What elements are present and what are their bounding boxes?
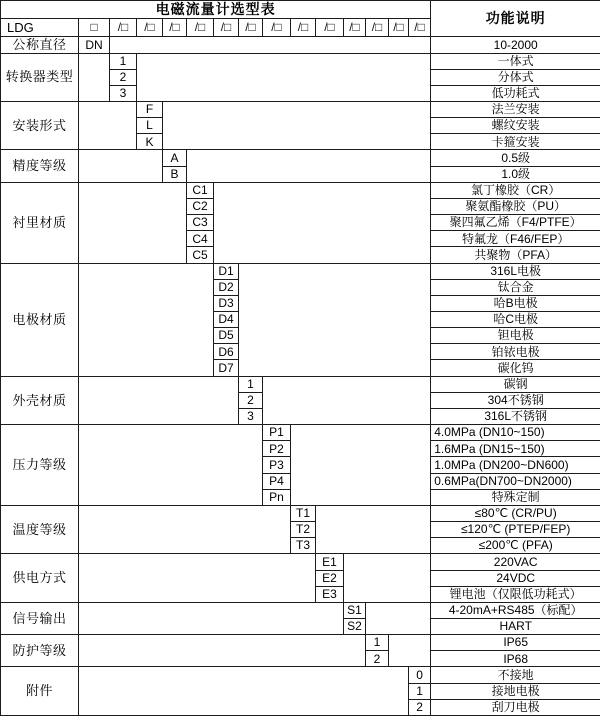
model-slot: /□ bbox=[316, 19, 344, 37]
section-label: 精度等级 bbox=[1, 150, 79, 182]
model-slot: /□ bbox=[187, 19, 214, 37]
code-cell: 1 bbox=[409, 683, 431, 699]
code-cell: D5 bbox=[214, 328, 239, 344]
desc-cell: 0.5级 bbox=[431, 150, 600, 166]
desc-cell: ≤120℃ (PTEP/FEP) bbox=[431, 522, 600, 538]
section-blank-left bbox=[79, 425, 263, 506]
code-cell: D2 bbox=[214, 279, 239, 295]
section-label: 电极材质 bbox=[1, 263, 79, 376]
section-label: 温度等级 bbox=[1, 505, 79, 553]
desc-cell: 分体式 bbox=[431, 69, 600, 85]
code-cell: D4 bbox=[214, 312, 239, 328]
section-blank-right bbox=[214, 182, 431, 263]
section-blank-left bbox=[79, 182, 187, 263]
code-cell: 1 bbox=[110, 53, 137, 69]
section-label: 信号输出 bbox=[1, 602, 79, 634]
section-label: 转换器类型 bbox=[1, 53, 79, 101]
desc-cell: 铂铱电极 bbox=[431, 344, 600, 360]
code-cell: Pn bbox=[263, 489, 291, 505]
section-label: 外壳材质 bbox=[1, 376, 79, 424]
desc-cell: 螺纹安装 bbox=[431, 118, 600, 134]
model-slot: /□ bbox=[110, 19, 137, 37]
code-cell: 1 bbox=[239, 376, 263, 392]
code-cell: S1 bbox=[344, 602, 366, 618]
code-cell: 2 bbox=[110, 69, 137, 85]
desc-cell: 聚四氟乙烯（F4/PTFE） bbox=[431, 215, 600, 231]
code-cell: E1 bbox=[316, 554, 344, 570]
section-label: 压力等级 bbox=[1, 425, 79, 506]
desc-cell: 316L不锈钢 bbox=[431, 408, 600, 424]
desc-cell: 氯丁橡胶（CR） bbox=[431, 182, 600, 198]
desc-cell: 220VAC bbox=[431, 554, 600, 570]
desc-cell: 钽电极 bbox=[431, 328, 600, 344]
desc-cell: 1.6MPa (DN15~150) bbox=[431, 441, 600, 457]
desc-cell: 锂电池（仅限低功耗式） bbox=[431, 586, 600, 602]
desc-cell: 钛合金 bbox=[431, 279, 600, 295]
model-slot: /□ bbox=[344, 19, 366, 37]
model-slot: /□ bbox=[291, 19, 316, 37]
code-cell: E3 bbox=[316, 586, 344, 602]
code-cell: T2 bbox=[291, 522, 316, 538]
code-cell: 0 bbox=[409, 667, 431, 683]
code-cell: T3 bbox=[291, 538, 316, 554]
code-cell: C1 bbox=[187, 182, 214, 198]
code-cell: T1 bbox=[291, 505, 316, 521]
code-cell: 2 bbox=[409, 699, 431, 715]
code-cell: C4 bbox=[187, 231, 214, 247]
section-blank-left bbox=[79, 505, 291, 553]
code-cell: P3 bbox=[263, 457, 291, 473]
code-cell: D1 bbox=[214, 263, 239, 279]
desc-cell: 304不锈钢 bbox=[431, 392, 600, 408]
desc-cell: 一体式 bbox=[431, 53, 600, 69]
desc-cell: 不接地 bbox=[431, 667, 600, 683]
page-title: 电磁流量计选型表 bbox=[1, 1, 431, 19]
desc-cell: 碳化钨 bbox=[431, 360, 600, 376]
desc-cell: 共聚物（PFA） bbox=[431, 247, 600, 263]
code-cell: E2 bbox=[316, 570, 344, 586]
desc-cell: 4.0MPa (DN10~150) bbox=[431, 425, 600, 441]
code-cell: 2 bbox=[366, 651, 389, 667]
code-cell: A bbox=[163, 150, 187, 166]
section-blank-right bbox=[110, 37, 431, 53]
section-blank-right bbox=[291, 425, 431, 506]
model-first-box: □ bbox=[79, 19, 110, 37]
desc-cell: ≤200℃ (PFA) bbox=[431, 538, 600, 554]
function-column-header: 功能说明 bbox=[431, 1, 600, 37]
desc-cell: HART bbox=[431, 618, 600, 634]
desc-cell: 0.6MPa(DN700~DN2000) bbox=[431, 473, 600, 489]
desc-cell: 特殊定制 bbox=[431, 489, 600, 505]
model-slot: /□ bbox=[366, 19, 389, 37]
desc-cell: 1.0MPa (DN200~DN600) bbox=[431, 457, 600, 473]
desc-cell: 316L电极 bbox=[431, 263, 600, 279]
model-slot: /□ bbox=[137, 19, 163, 37]
section-blank-right bbox=[316, 505, 431, 553]
desc-cell: 刮刀电极 bbox=[431, 699, 600, 715]
model-slot: /□ bbox=[389, 19, 409, 37]
code-cell: P2 bbox=[263, 441, 291, 457]
desc-cell: 哈C电极 bbox=[431, 312, 600, 328]
code-cell: C2 bbox=[187, 198, 214, 214]
code-cell: D6 bbox=[214, 344, 239, 360]
section-blank-right bbox=[239, 263, 431, 376]
desc-cell: 法兰安装 bbox=[431, 101, 600, 117]
desc-cell: 4-20mA+RS485（标配） bbox=[431, 602, 600, 618]
desc-cell: 卡箍安装 bbox=[431, 134, 600, 150]
section-label: 公称直径 bbox=[1, 37, 79, 53]
model-slot: /□ bbox=[214, 19, 239, 37]
section-blank-left bbox=[79, 667, 409, 716]
section-label: 供电方式 bbox=[1, 554, 79, 602]
desc-cell: 接地电极 bbox=[431, 683, 600, 699]
code-cell: 3 bbox=[110, 85, 137, 101]
section-label: 衬里材质 bbox=[1, 182, 79, 263]
section-blank-left bbox=[79, 635, 366, 667]
section-label: 安装形式 bbox=[1, 101, 79, 149]
section-blank-right bbox=[263, 376, 431, 424]
code-cell: 2 bbox=[239, 392, 263, 408]
section-blank-left bbox=[79, 554, 316, 602]
section-label: 防护等级 bbox=[1, 635, 79, 667]
code-cell: DN bbox=[79, 37, 110, 53]
section-blank-right bbox=[163, 101, 431, 149]
desc-cell: 1.0级 bbox=[431, 166, 600, 182]
section-blank-right bbox=[389, 635, 431, 667]
desc-cell: IP68 bbox=[431, 651, 600, 667]
desc-cell: 低功耗式 bbox=[431, 85, 600, 101]
section-blank-left bbox=[79, 602, 344, 634]
section-blank-right bbox=[187, 150, 431, 182]
code-cell: B bbox=[163, 166, 187, 182]
model-slot: /□ bbox=[263, 19, 291, 37]
section-label: 附件 bbox=[1, 667, 79, 716]
code-cell: P1 bbox=[263, 425, 291, 441]
desc-cell: IP65 bbox=[431, 635, 600, 651]
desc-cell: 聚氨酯橡胶（PU） bbox=[431, 198, 600, 214]
code-cell: 1 bbox=[366, 635, 389, 651]
section-blank-right bbox=[344, 554, 431, 602]
section-blank-left bbox=[79, 376, 239, 424]
code-cell: C5 bbox=[187, 247, 214, 263]
code-cell: D7 bbox=[214, 360, 239, 376]
model-slot: /□ bbox=[239, 19, 263, 37]
code-cell: D3 bbox=[214, 295, 239, 311]
desc-cell: 24VDC bbox=[431, 570, 600, 586]
code-cell: S2 bbox=[344, 618, 366, 634]
model-prefix: LDG bbox=[1, 19, 79, 37]
desc-cell: 特氟龙（F46/FEP） bbox=[431, 231, 600, 247]
model-slot: /□ bbox=[163, 19, 187, 37]
section-blank-left bbox=[79, 263, 214, 376]
code-cell: F bbox=[137, 101, 163, 117]
code-cell: C3 bbox=[187, 215, 214, 231]
code-cell: P4 bbox=[263, 473, 291, 489]
section-blank-right bbox=[366, 602, 431, 634]
section-blank-left bbox=[79, 150, 163, 182]
section-blank-left bbox=[79, 53, 110, 101]
desc-cell: ≤80℃ (CR/PU) bbox=[431, 505, 600, 521]
desc-cell: 哈B电极 bbox=[431, 295, 600, 311]
desc-cell: 碳钢 bbox=[431, 376, 600, 392]
code-cell: L bbox=[137, 118, 163, 134]
code-cell: K bbox=[137, 134, 163, 150]
section-blank-left bbox=[79, 101, 137, 149]
desc-cell: 10-2000 bbox=[431, 37, 600, 53]
section-blank-right bbox=[137, 53, 431, 101]
code-cell: 3 bbox=[239, 408, 263, 424]
model-slot: /□ bbox=[409, 19, 431, 37]
